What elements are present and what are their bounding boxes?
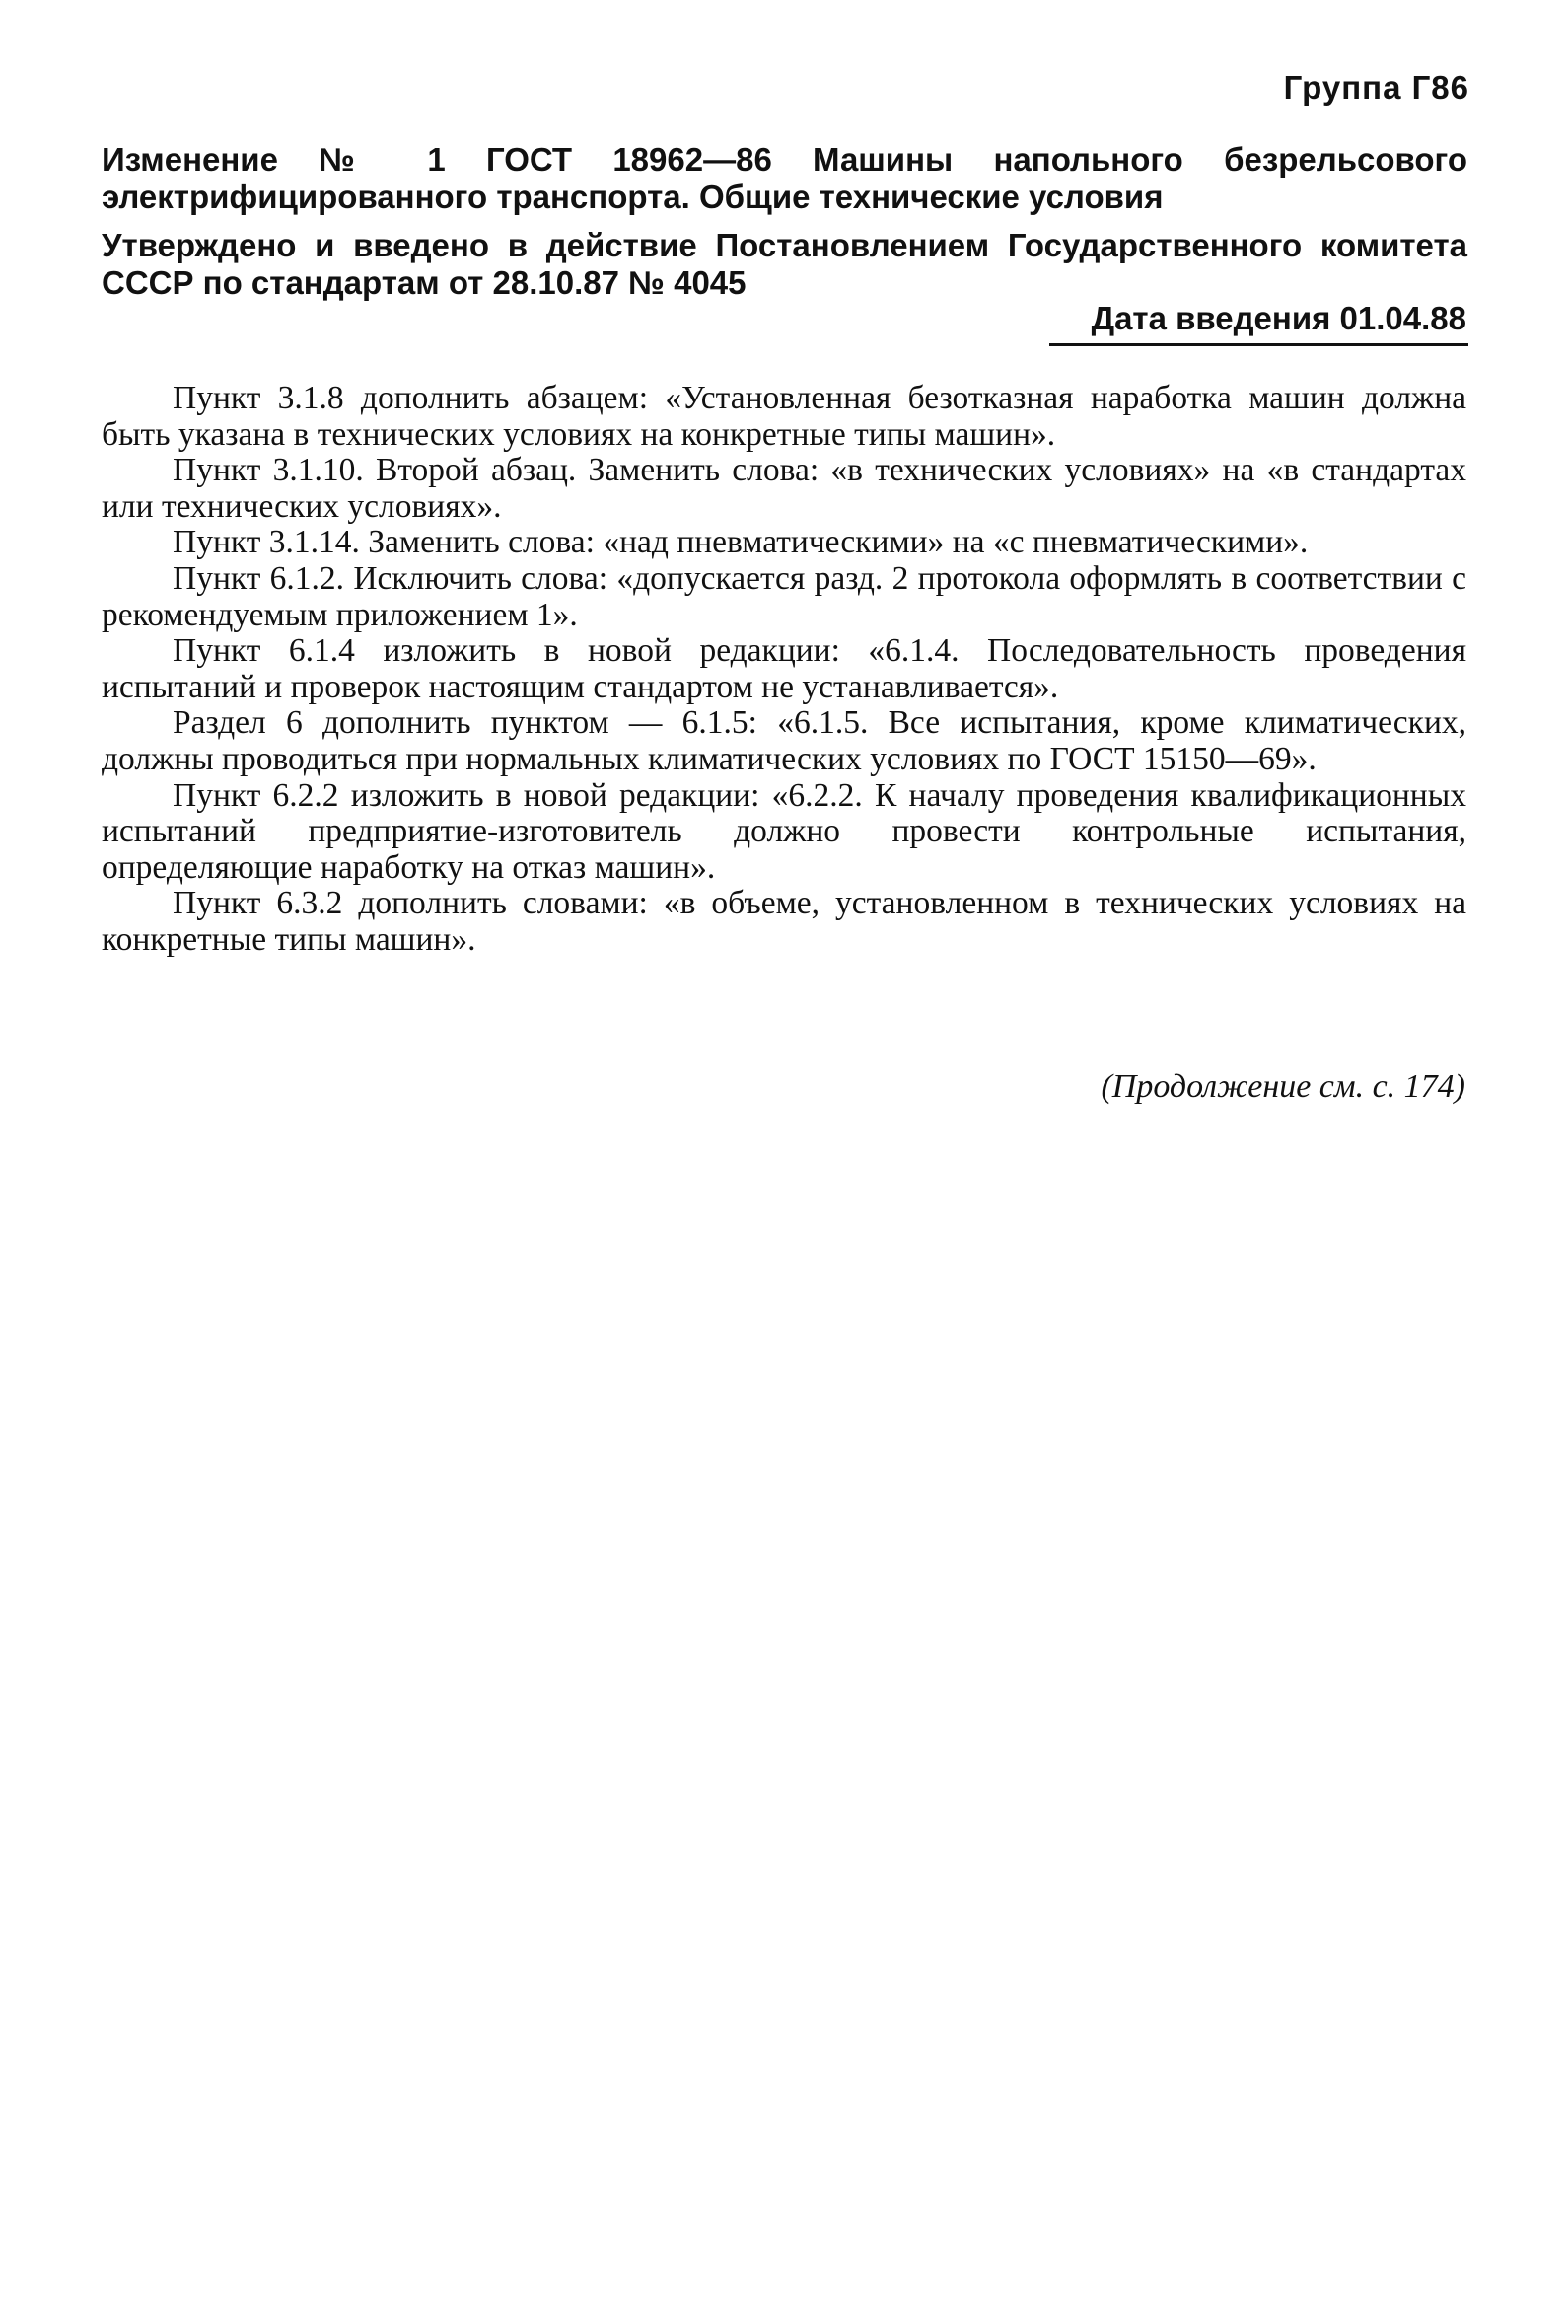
paragraph-3-1-10: Пункт 3.1.10. Второй абзац. Заменить слова: «в технических условиях» на «в стандартах или технических условиях». <box>102 452 1466 525</box>
amendment-body <box>102 381 1466 959</box>
paragraph-6-1-4: Пункт 6.1.4 изложить в новой редакции: «6.1.4. Последовательность проведения испытаний и проверок настоящим стандартом не устанавливается». <box>102 632 1466 705</box>
paragraph-section-6: Раздел 6 дополнить пунктом — 6.1.5: «6.1.5. Все испытания, кроме климатических, должны проводиться при нормальных климатических условиях по ГОСТ 15150—69». <box>102 704 1466 777</box>
paragraph-6-3-2: Пункт 6.3.2 дополнить словами: «в объеме, установленном в технических условиях на конкретные типы машин». <box>102 885 1466 958</box>
paragraph-3-1-8: Пункт 3.1.8 дополнить абзацем: «Установленная безотказная наработка машин должна быть указана в технических условиях на конкретные типы машин». <box>102 380 1466 453</box>
effective-date: Дата введения 01.04.88 <box>1091 300 1466 336</box>
group-label: Группа Г86 <box>1283 69 1469 106</box>
effective-date-underline <box>1049 343 1468 346</box>
paragraph-3-1-14: Пункт 3.1.14. Заменить слова: «над пневматическими» на «с пневматическими». <box>173 524 1309 561</box>
paragraph-6-2-2: Пункт 6.2.2 изложить в новой редакции: «6.2.2. К началу проведения квалификационных испытаний предприятие-изготовитель должно провести контрольные испытания, определяющие наработку на отказ машин». <box>102 776 1466 886</box>
amendment-title: Изменение № 1 ГОСТ 18962—86 Машины напольного безрельсового электрифицированного транспорта. Общие технические условия <box>102 141 1467 215</box>
paragraph-6-1-2: Пункт 6.1.2. Исключить слова: «допускается разд. 2 протокола оформлять в соответствии с рекомендуемым приложением 1». <box>102 559 1466 633</box>
approval-statement: Утверждено и введено в действие Постановлением Государственного комитета СССР по стандартам от 28.10.87 № 4045 <box>102 227 1467 301</box>
continuation-note: (Продолжение см. с. 174) <box>1101 1068 1465 1105</box>
